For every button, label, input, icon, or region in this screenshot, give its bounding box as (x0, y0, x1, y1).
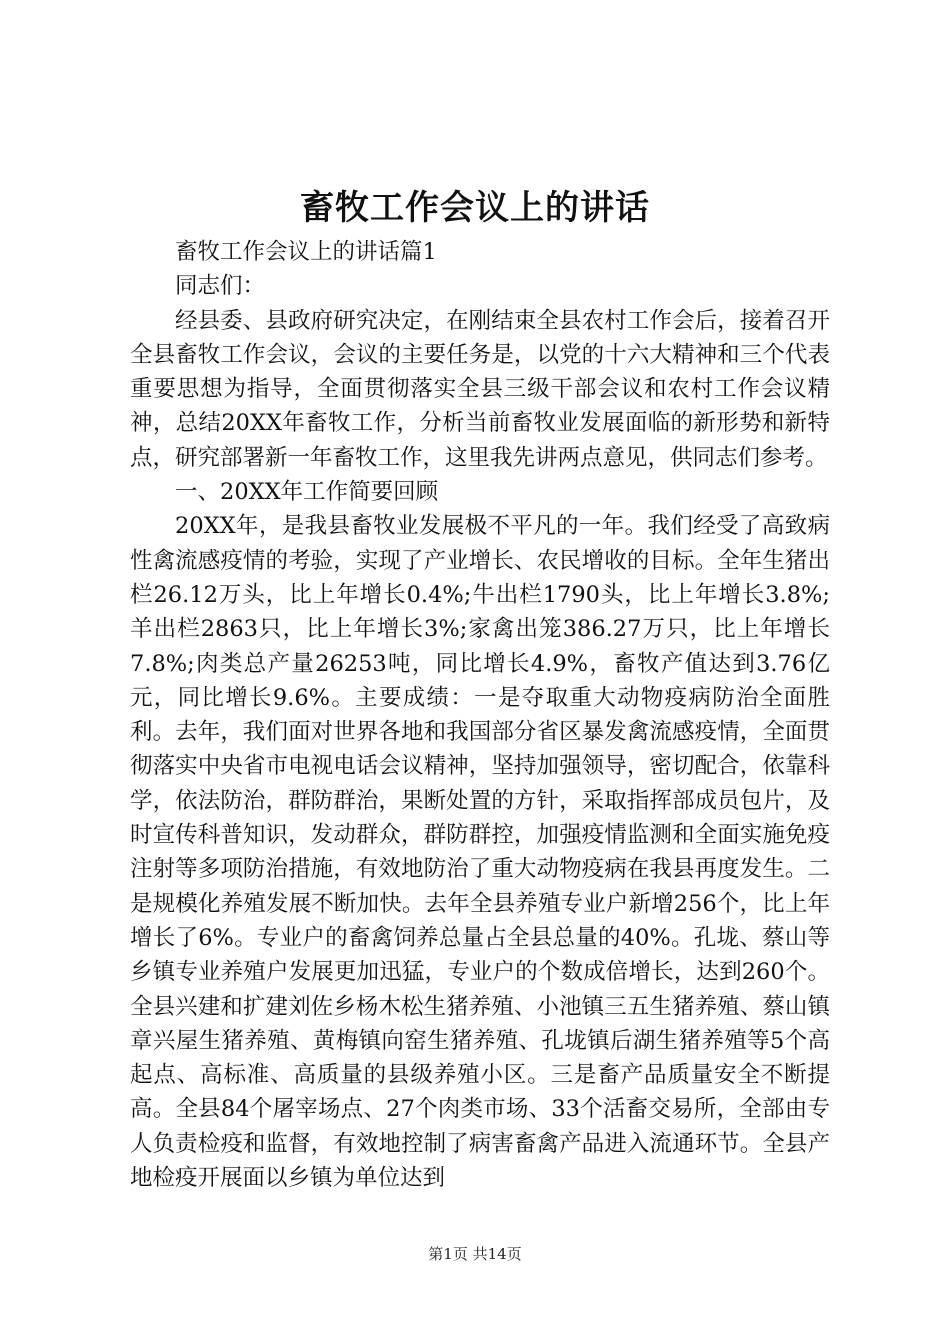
review-paragraph: 20XX年，是我县畜牧业发展极不平凡的一年。我们经受了高致病性禽流感疫情的考验，实现了产业增长、农民增收的目标。全年生猪出栏26.12万头，比上年增长0.4%;牛出栏1790头，比上年增长3.8%;羊出栏2863只，比上年增长3%;家禽出笼386.27万只，比上年增长7.8%;肉类总产量26253吨，同比增长4.9%，畜牧产值达到3.76亿元，同比增长9.6%。主要成绩：一是夺取重大动物疫病防治全面胜利。去年，我们面对世界各地和我国部分省区暴发禽流感疫情，全面贯彻落实中央省市电视电话会议精神，坚持加强领导，密切配合，依靠科学，依法防治，群防群治，果断处置的方针，采取指挥部成员包片，及时宣传科普知识，发动群众，群防群控，加强疫情监测和全面实施免疫注射等多项防治措施，有效地防治了重大动物疫病在我县再度发生。二是规模化养殖发展不断加快。去年全县养殖专业户新增256个，比上年增长了6%。专业户的畜禽饲养总量占全县总量的40%。孔垅、蔡山等乡镇专业养殖户发展更加迅猛，专业户的个数成倍增长，达到260个。全县兴建和扩建刘佐乡杨木松生猪养殖、小池镇三五生猪养殖、蔡山镇章兴屋生猪养殖、黄梅镇向窑生猪养殖、孔垅镇后湖生猪养殖等5个高起点、高标准、高质量的县级养殖小区。三是畜产品质量安全不断提高。全县84个屠宰场点、27个肉类市场、33个活畜交易所，全部由专人负责检疫和监督，有效地控制了病害畜禽产品进入流通环节。全县产地检疫开展面以乡镇为单位达到 (130, 513, 830, 1192)
document-body (130, 235, 830, 1195)
page-number: 第1页 共14页 (428, 1245, 522, 1263)
intro-paragraph: 经县委、县政府研究决定，在刚结束全县农村工作会后，接着召开全县畜牧工作会议，会议的主要任务是，以党的十六大精神和三个代表重要思想为指导，全面贯彻落实全县三级干部会议和农村工作会议精神，总结20XX年畜牧工作，分析当前畜牧业发展面临的新形势和新特点，研究部署新一年畜牧工作，这里我先讲两点意见，供同志们参考。 (130, 307, 830, 471)
subsection-heading: 一、20XX年工作简要回顾 (175, 479, 439, 506)
document-title: 畜牧工作会议上的讲话 (300, 188, 650, 228)
salutation: 同志们： (175, 273, 266, 300)
section-heading: 畜牧工作会议上的讲话篇1 (175, 239, 437, 265)
